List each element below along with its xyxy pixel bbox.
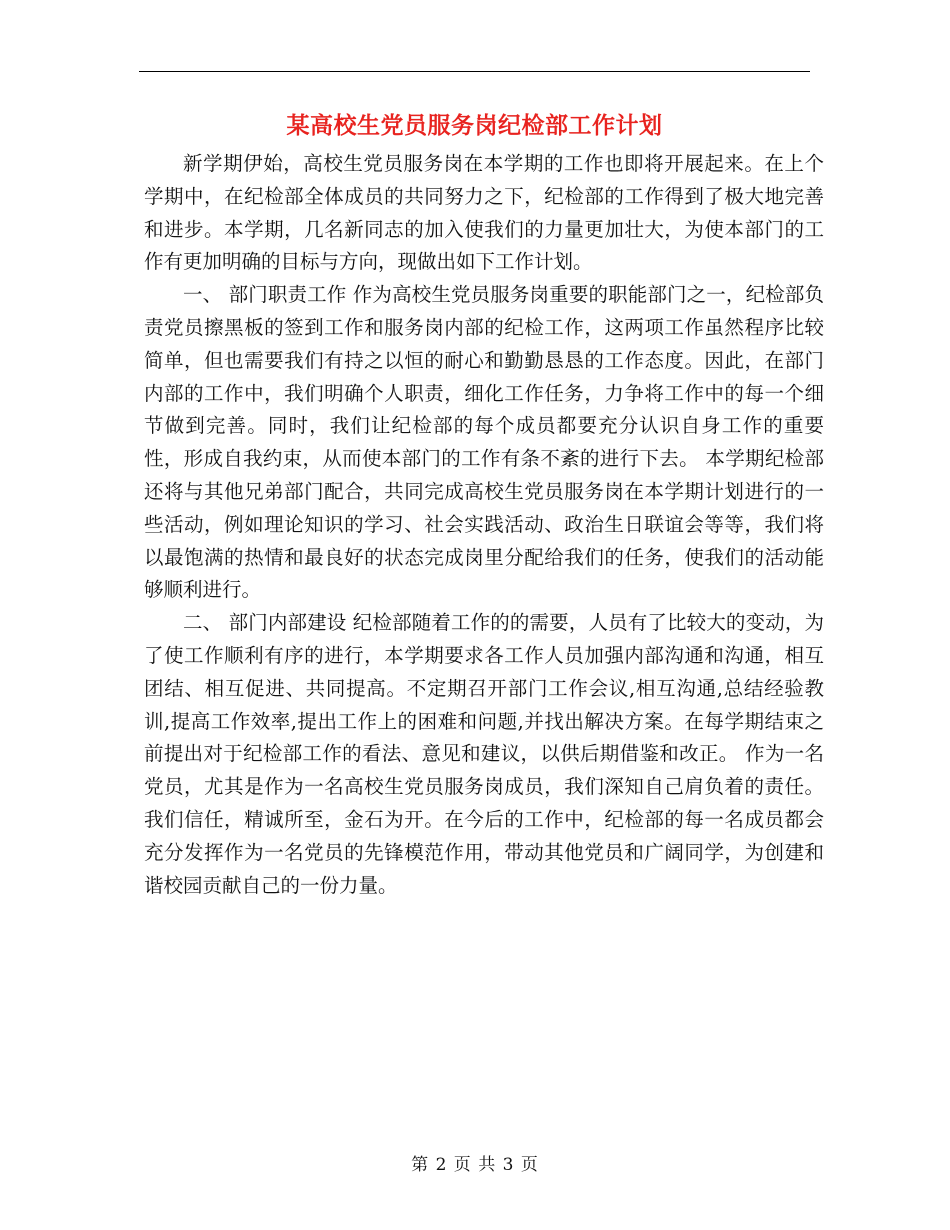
document-title: 某高校生党员服务岗纪检部工作计划 — [286, 112, 663, 139]
paragraph-section-1: 一、 部门职责工作 作为高校生党员服务岗重要的职能部门之一，纪检部负责党员擦黑板的签到工作和服务岗内部的纪检工作，这两项工作虽然程序比较简单，但也需要我们有持之以恒的耐心和勤勤恳恳的工作态度。因此，在部门内部的工作中，我们明确个人职责，细化工作任务，力争将工作中的每一个细节做到完善。同时，我们让纪检部的每个成员都要充分认识自身工作的重要性，形成自我约束，从而使本部门的工作有条不紊的进行下去。 本学期纪检部还将与其他兄弟部门配合，共同完成高校生党员服务岗在本学期计划进行的一些活动，例如理论知识的学习、社会实践活动、政治生日联谊会等等，我们将以最饱满的热情和最良好的状态完成岗里分配给我们的任务，使我们的活动能够顺利进行。 — [144, 283, 824, 602]
paragraph-intro: 新学期伊始，高校生党员服务岗在本学期的工作也即将开展起来。在上个学期中，在纪检部全体成员的共同努力之下，纪检部的工作得到了极大地完善和进步。本学期，几名新同志的加入使我们的力量更加壮大，为使本部门的工作有更加明确的目标与方向，现做出如下工作计划。 — [144, 152, 824, 274]
document-body — [144, 148, 824, 902]
page-number: 第 2 页 共 3 页 — [411, 1155, 539, 1175]
header-rule — [139, 71, 810, 72]
paragraph-section-2: 二、 部门内部建设 纪检部随着工作的的需要，人员有了比较大的变动，为了使工作顺利有序的进行，本学期要求各工作人员加强内部沟通和沟通，相互团结、相互促进、共同提高。不定期召开部门工作会议,相互沟通,总结经验教训,提高工作效率,提出工作上的困难和问题,并找出解决方案。在每学期结束之前提出对于纪检部工作的看法、意见和建议，以供后期借鉴和改正。 作为一名党员，尤其是作为一名高校生党员服务岗成员，我们深知自己肩负着的责任。我们信任，精诚所至，金石为开。在今后的工作中，纪检部的每一名成员都会充分发挥作为一名党员的先锋模范作用，带动其他党员和广阔同学，为创建和谐校园贡献自己的一份力量。 — [144, 611, 824, 897]
